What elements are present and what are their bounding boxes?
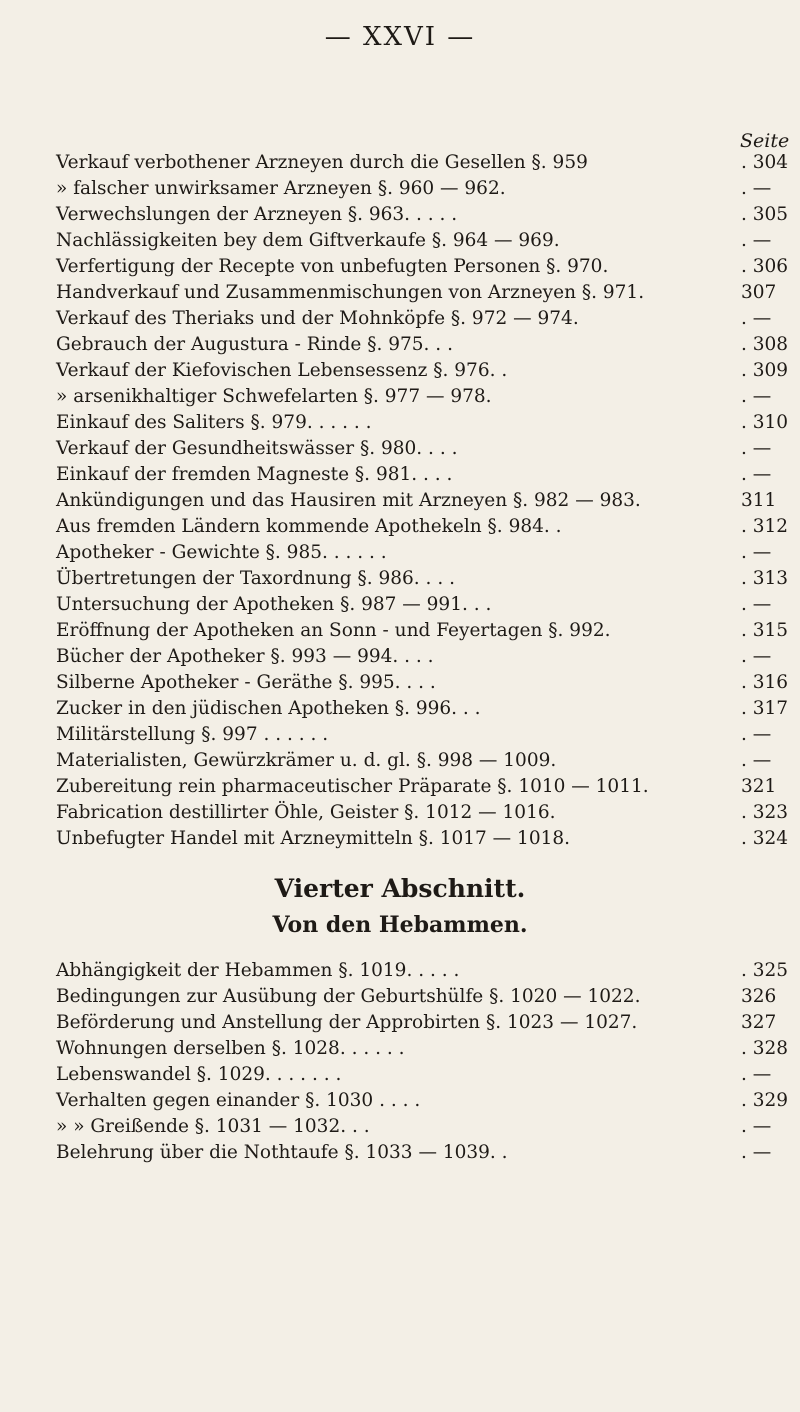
toc-entry-text: Übertretungen der Taxordnung §. 986. . . . bbox=[56, 568, 455, 589]
toc-entry-text: Verwechslungen der Arzneyen §. 963. . . . . bbox=[56, 204, 458, 225]
toc-entry bbox=[56, 514, 789, 540]
toc-entry-page: . 317 bbox=[741, 698, 789, 719]
toc-entry-text: » arsenikhaltiger Schwefelarten §. 977 — 978. bbox=[56, 386, 492, 407]
toc-entry-text: Belehrung über die Nothtaufe §. 1033 — 1039. . bbox=[56, 1142, 508, 1163]
toc-entry bbox=[56, 984, 776, 1010]
toc-entry-text: » » Greißende §. 1031 — 1032. . . bbox=[56, 1116, 370, 1137]
toc-entry bbox=[56, 202, 789, 228]
toc-entry bbox=[56, 410, 789, 436]
toc-entry-page: . 304 bbox=[741, 152, 789, 173]
toc-entry bbox=[56, 774, 776, 800]
toc-entry-page: . 309 bbox=[741, 360, 789, 381]
toc-section-2 bbox=[56, 958, 789, 1166]
toc-entry-page: . — bbox=[741, 594, 772, 615]
toc-entry-page: . 313 bbox=[741, 568, 789, 589]
toc-entry-page: . — bbox=[741, 308, 772, 329]
toc-entry-page: . 324 bbox=[741, 828, 789, 849]
toc-entry-page: 327 bbox=[741, 1012, 777, 1033]
toc-entry-text: Verkauf der Gesundheitswässer §. 980. . . . bbox=[56, 438, 458, 459]
toc-entry-text: Silberne Apotheker - Geräthe §. 995. . . . bbox=[56, 672, 436, 693]
toc-entry-page: . 325 bbox=[741, 960, 789, 981]
toc-entry bbox=[56, 592, 776, 618]
toc-entry bbox=[56, 1114, 776, 1140]
toc-entry bbox=[56, 1088, 789, 1114]
toc-entry-text: Militärstellung §. 997 . . . . . . bbox=[56, 724, 329, 745]
toc-entry-page: . 305 bbox=[741, 204, 789, 225]
toc-entry-text: Bedingungen zur Ausübung der Geburtshülfe §. 1020 — 1022. bbox=[56, 986, 641, 1007]
toc-entry bbox=[56, 488, 776, 514]
toc-entry-text: Verfertigung der Recepte von unbefugten Personen §. 970. bbox=[56, 256, 609, 277]
toc-entry-text: Zubereitung rein pharmaceutischer Präparate §. 1010 — 1011. bbox=[56, 776, 649, 797]
toc-entry bbox=[56, 176, 776, 202]
toc-entry bbox=[56, 748, 776, 774]
toc-section-1 bbox=[56, 150, 789, 852]
toc-entry-text: Einkauf der fremden Magneste §. 981. . . . bbox=[56, 464, 453, 485]
toc-entry-text: Zucker in den jüdischen Apotheken §. 996. . . bbox=[56, 698, 481, 719]
toc-entry bbox=[56, 540, 776, 566]
toc-entry-page: . 329 bbox=[741, 1090, 789, 1111]
toc-entry-text: Ankündigungen und das Hausiren mit Arzneyen §. 982 — 983. bbox=[56, 490, 641, 511]
toc-entry-text: Eröffnung der Apotheken an Sonn - und Feyertagen §. 992. bbox=[56, 620, 611, 641]
toc-entry bbox=[56, 800, 789, 826]
toc-entry-page: . 308 bbox=[741, 334, 789, 355]
toc-entry-page: . — bbox=[741, 1064, 772, 1085]
toc-entry-page: . — bbox=[741, 542, 772, 563]
toc-entry-text: Untersuchung der Apotheken §. 987 — 991. . . bbox=[56, 594, 492, 615]
toc-entry bbox=[56, 1062, 776, 1088]
toc-entry bbox=[56, 958, 789, 984]
toc-entry bbox=[56, 644, 776, 670]
toc-entry-page: . 310 bbox=[741, 412, 789, 433]
toc-entry bbox=[56, 254, 789, 280]
toc-entry-page: . — bbox=[741, 438, 772, 459]
toc-entry-page: . 315 bbox=[741, 620, 789, 641]
toc-entry-text: Materialisten, Gewürzkrämer u. d. gl. §. 998 — 1009. bbox=[56, 750, 557, 771]
toc-entry bbox=[56, 150, 789, 176]
toc-entry-page: . — bbox=[741, 1116, 772, 1137]
toc-entry-text: Aus fremden Ländern kommende Apothekeln §. 984. . bbox=[56, 516, 562, 537]
toc-entry-text: Nachlässigkeiten bey dem Giftverkaufe §. 964 — 969. bbox=[56, 230, 560, 251]
toc-entry-text: Unbefugter Handel mit Arzneymitteln §. 1017 — 1018. bbox=[56, 828, 571, 849]
toc-entry-page: . 306 bbox=[741, 256, 789, 277]
toc-entry bbox=[56, 358, 789, 384]
toc-entry-text: Gebrauch der Augustura - Rinde §. 975. . . bbox=[56, 334, 453, 355]
toc-entry bbox=[56, 670, 789, 696]
toc-entry-page: 321 bbox=[741, 776, 777, 797]
toc-entry-page: . — bbox=[741, 646, 772, 667]
toc-entry-text: Verkauf der Kiefovischen Lebensessenz §. 976. . bbox=[56, 360, 508, 381]
toc-entry-page: . — bbox=[741, 750, 772, 771]
toc-entry bbox=[56, 462, 776, 488]
toc-entry-page: . — bbox=[741, 178, 772, 199]
toc-entry-page: . 328 bbox=[741, 1038, 789, 1059]
toc-entry-text: Apotheker - Gewichte §. 985. . . . . . bbox=[56, 542, 387, 563]
toc-entry-page: . — bbox=[741, 386, 772, 407]
toc-entry bbox=[56, 228, 776, 254]
page-header: — XXVI — bbox=[324, 22, 476, 52]
toc-entry bbox=[56, 696, 789, 722]
toc-entry bbox=[56, 1010, 776, 1036]
toc-entry-text: Wohnungen derselben §. 1028. . . . . . bbox=[56, 1038, 405, 1059]
toc-entry-text: » falscher unwirksamer Arzneyen §. 960 — 962. bbox=[56, 178, 506, 199]
toc-entry-page: . — bbox=[741, 464, 772, 485]
toc-entry bbox=[56, 1140, 776, 1166]
toc-entry-text: Einkauf des Saliters §. 979. . . . . . bbox=[56, 412, 372, 433]
toc-entry bbox=[56, 826, 789, 852]
toc-entry-text: Verkauf verbothener Arzneyen durch die Gesellen §. 959 bbox=[56, 152, 588, 173]
toc-entry bbox=[56, 306, 776, 332]
section-subtitle: Von den Hebammen. bbox=[272, 912, 528, 938]
section-title: Vierter Abschnitt. bbox=[274, 874, 526, 903]
toc-entry bbox=[56, 436, 776, 462]
toc-entry bbox=[56, 722, 776, 748]
toc-entry bbox=[56, 332, 789, 358]
toc-entry-page: 326 bbox=[741, 986, 777, 1007]
toc-entry-text: Beförderung und Anstellung der Approbirten §. 1023 — 1027. bbox=[56, 1012, 638, 1033]
toc-entry-page: . — bbox=[741, 230, 772, 251]
toc-entry-page: 311 bbox=[741, 490, 777, 511]
toc-entry-page: 307 bbox=[741, 282, 777, 303]
toc-entry bbox=[56, 384, 776, 410]
toc-entry-text: Handverkauf und Zusammenmischungen von Arzneyen §. 971. bbox=[56, 282, 645, 303]
toc-entry-page: . — bbox=[741, 1142, 772, 1163]
toc-entry bbox=[56, 280, 776, 306]
toc-entry-page: . 323 bbox=[741, 802, 789, 823]
toc-entry-text: Verhalten gegen einander §. 1030 . . . . bbox=[56, 1090, 421, 1111]
toc-entry bbox=[56, 618, 789, 644]
toc-entry-text: Lebenswandel §. 1029. . . . . . . bbox=[56, 1064, 342, 1085]
toc-entry-text: Verkauf des Theriaks und der Mohnköpfe §. 972 — 974. bbox=[56, 308, 579, 329]
toc-entry-text: Fabrication destillirter Öhle, Geister §. 1012 — 1016. bbox=[56, 802, 556, 823]
toc-entry-page: . — bbox=[741, 724, 772, 745]
toc-entry bbox=[56, 566, 789, 592]
toc-entry-page: . 312 bbox=[741, 516, 789, 537]
toc-entry-text: Bücher der Apotheker §. 993 — 994. . . . bbox=[56, 646, 434, 667]
page-column-label: Seite bbox=[740, 130, 790, 152]
toc-entry-page: . 316 bbox=[741, 672, 789, 693]
toc-entry-text: Abhängigkeit der Hebammen §. 1019. . . . . bbox=[56, 960, 460, 981]
toc-entry bbox=[56, 1036, 789, 1062]
